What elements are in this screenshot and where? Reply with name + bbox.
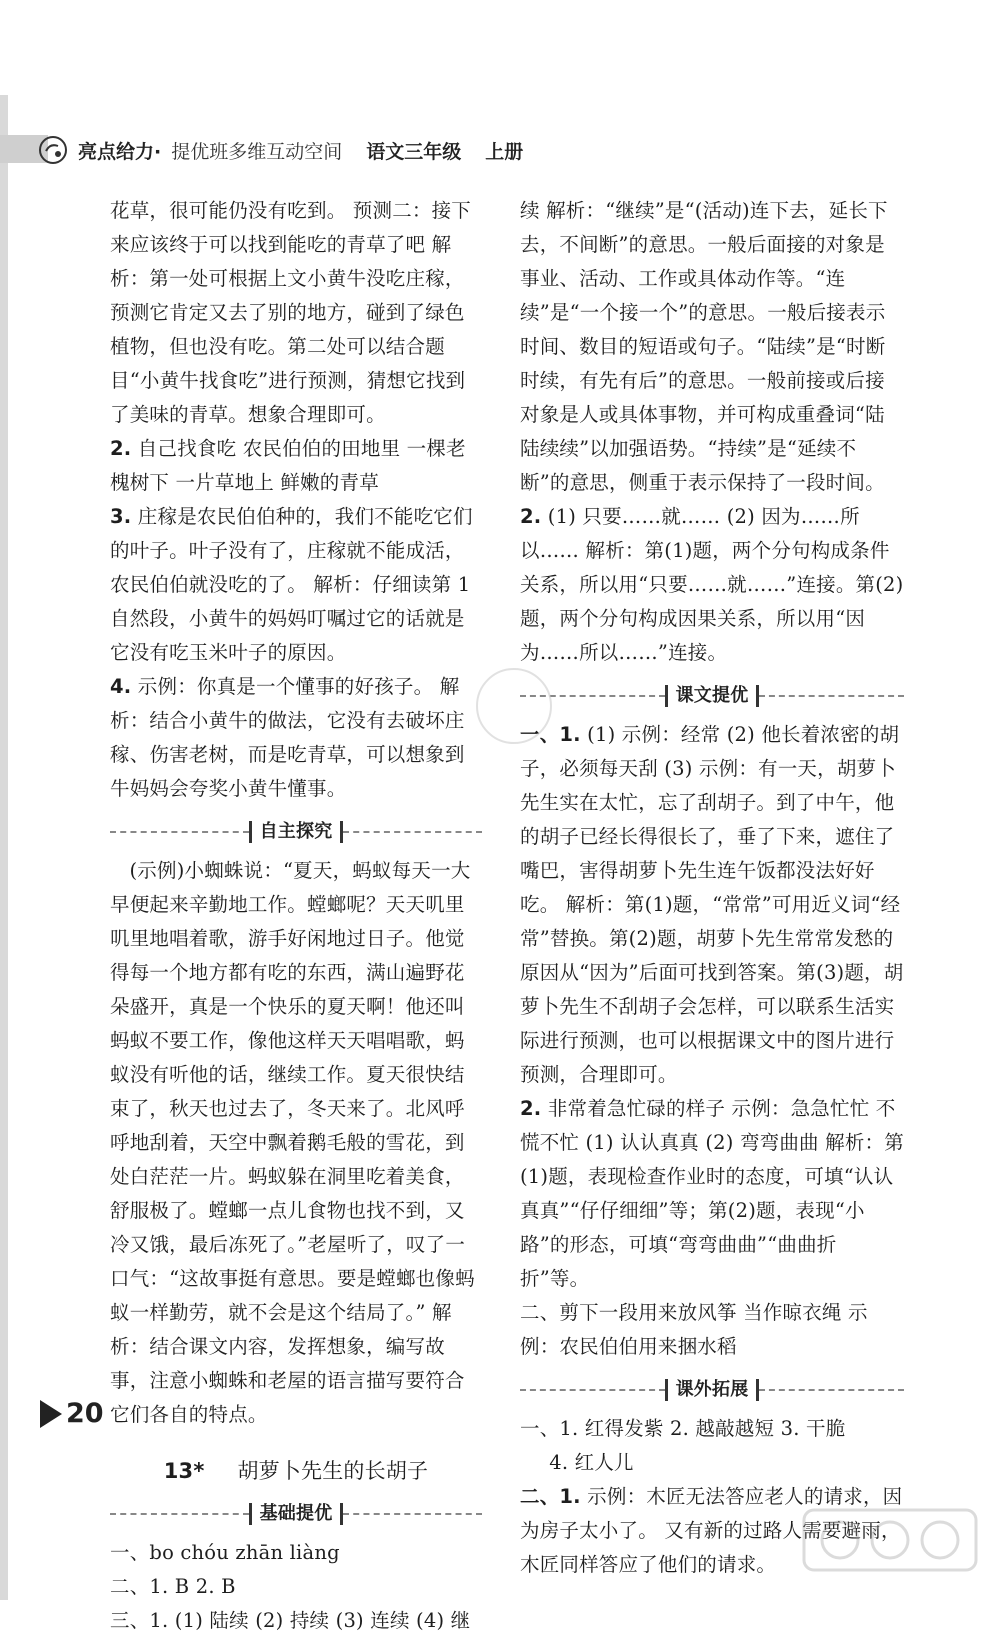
corner-watermark-logo-icon	[800, 1500, 980, 1580]
answer-item: 二、剪下一段用来放风筝 当作晾衣绳 示例：农民伯伯用来捆水稻	[520, 1301, 868, 1358]
answer-item: 三、1. (1) 陆续 (2) 持续 (3) 连续 (4) 继	[110, 1609, 471, 1632]
answer-item: 2. (1) 只要……就…… (2) 因为……所以…… 解析：第(1)题，两个分句构成条件关系，所以用“只要……就……”连接。第(2)题，两个分句构成因果关系，所以用“因为……所以……”连接。	[520, 505, 904, 664]
answer-item: 2. 自己找食吃 农民伯伯的田地里 一棵老槐树下 一片草地上 鲜嫩的青草	[110, 437, 466, 494]
answer-item: 二、1. 示例：木匠无法答应老人的请求，因为房子太小了。 又有新的过路人需要避雨，木匠同样答应了他们的请求。	[520, 1485, 903, 1576]
section-heading-text: 课文提优	[520, 680, 904, 712]
header-brand: 亮点给力·	[78, 140, 162, 163]
header-volume: 上册	[485, 140, 524, 163]
header-subtitle: 提优班多维互动空间	[171, 140, 343, 163]
page-spine	[0, 95, 8, 1600]
lesson-number: 13*	[163, 1459, 205, 1483]
answer-paragraph: 续 解析：“继续”是“(活动)连下去，延长下去，不间断”的意思。一般后面接的对象是事业、活动、工作或具体动作等。“连续”是“一个接一个”的意思。一般后接表示时间、数目的短语或句子。“陆续”是“时断时续，有先有后”的意思。一般前接或后接对象是人或具体事物，并可构成重叠词“陆陆续续”以加强语势。“持续”是“延续不断”的意思，侧重于表示保持了一段时间。	[520, 199, 888, 494]
section-heading-extension: 课外拓展	[520, 1374, 904, 1406]
answer-paragraph: 花草，很可能仍没有吃到。 预测二：接下来应该终于可以找到能吃的青草了吧 解析：第一处可根据上文小黄牛没吃庄稼，预测它肯定又去了别的地方，碰到了绿色植物，但也没有吃。第二处可以结合题目“小黄牛找食吃”进行预测，猜想它找到了美味的青草。想象合理即可。	[110, 199, 471, 426]
page-arrow-icon	[40, 1400, 62, 1428]
watermark-stamp	[476, 668, 552, 744]
lesson-title	[110, 1454, 482, 1488]
right-column	[520, 194, 904, 1582]
answer-item: 二、1. B 2. B	[110, 1575, 236, 1598]
section-heading-basic: 基础提优	[110, 1498, 482, 1530]
header-subject: 语文三年级	[366, 140, 462, 163]
brand-logo-icon	[38, 135, 68, 165]
answer-item: 3. 庄稼是农民伯伯种的，我们不能吃它们的叶子。叶子没有了，庄稼就不能成活，农民伯伯就没吃的了。 解析：仔细读第 1 自然段，小黄牛的妈妈叮嘱过它的话就是它没有吃玉米叶子的原因。	[110, 505, 473, 664]
section-heading-explore: 自主探究	[110, 816, 482, 848]
answer-item: 一、1. 红得发紫 2. 越敲越短 3. 干脆	[520, 1417, 846, 1440]
answer-item: 一、1. (1) 示例：经常 (2) 他长着浓密的胡子，必须每天刮 (3) 示例：有一天，胡萝卜先生实在太忙，忘了刮胡子。到了中午，他的胡子已经长得很长了，垂了下来，遮住了嘴巴，害得胡萝卜先生连午饭都没法好好吃。 解析：第(1)题，“常常”可用近义词“经常”替换。第(2)题，胡萝卜先生常常发愁的原因从“因为”后面可找到答案。第(3)题，胡萝卜先生不刮胡子会怎样，可以联系生活实际进行预测，也可以根据课文中的图片进行预测，合理即可。	[520, 723, 904, 1086]
page-number: 20	[40, 1398, 104, 1429]
page-header	[38, 133, 523, 167]
answer-item: 一、bo chóu zhān liàng	[110, 1541, 340, 1564]
answer-item: 4. 红人儿	[549, 1451, 634, 1474]
left-column	[110, 194, 482, 1638]
lesson-name: 胡萝卜先生的长胡子	[237, 1459, 429, 1483]
answer-item: 4. 示例：你真是一个懂事的好孩子。 解析：结合小黄牛的做法，它没有去破坏庄稼、伤害老树，而是吃青草，可以想象到牛妈妈会夸奖小黄牛懂事。	[110, 675, 465, 800]
answer-item: 2. 非常着急忙碌的样子 示例：急急忙忙 不慌不忙 (1) 认认真真 (2) 弯弯曲曲 解析：第(1)题，表现检查作业时的态度，可填“认认真真”“仔仔细细”等；第(2)题，表现“小路”的形态，可填“弯弯曲曲”“曲曲折折”等。	[520, 1097, 904, 1290]
explore-answer: (示例)小蜘蛛说：“夏天，蚂蚁每天一大早便起来辛勤地工作。螳螂呢？天天叽里叽里地唱着歌，游手好闲地过日子。他觉得每一个地方都有吃的东西，满山遍野花朵盛开，真是一个快乐的夏天啊！他还叫蚂蚁不要工作，像他这样天天唱唱歌，蚂蚁没有听他的话，继续工作。夏天很快结束了，秋天也过去了，冬天来了。北风呼呼地刮着，天空中飘着鹅毛般的雪花，到处白茫茫一片。蚂蚁躲在洞里吃着美食，舒服极了。螳螂一点儿食物也找不到，又冷又饿，最后冻死了。”老屋听了，叹了一口气：“这故事挺有意思。要是螳螂也像蚂蚁一样勤劳，就不会是这个结局了。” 解析：结合课文内容，发挥想象，编写故事，注意小蜘蛛和老屋的语言描写要符合它们各自的特点。	[110, 859, 475, 1426]
